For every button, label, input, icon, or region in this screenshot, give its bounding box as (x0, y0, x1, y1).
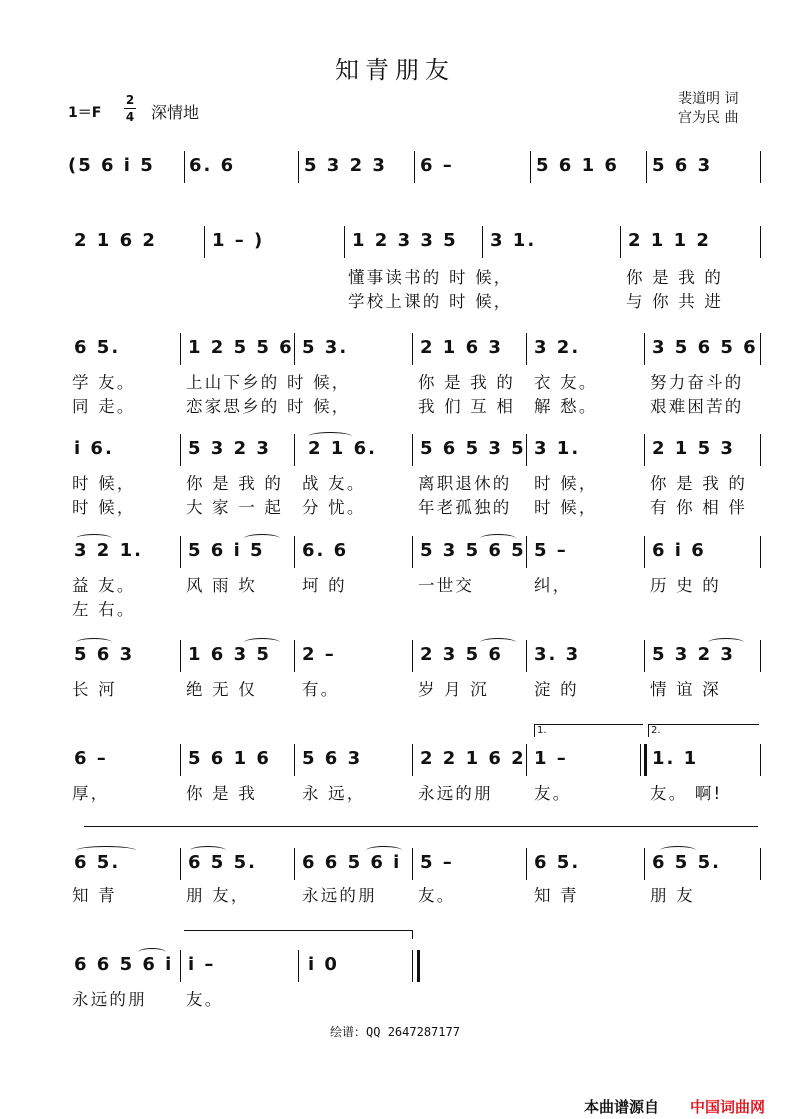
measure: 3. 3 (534, 644, 581, 665)
slur-mark (308, 432, 352, 441)
lyric-line: 朋 友， (186, 886, 250, 905)
slur-mark (244, 638, 280, 647)
lyric-line: 厚， (72, 784, 110, 803)
lyric-line: 风 雨 坎 (186, 576, 257, 595)
lyric-line: 永远的朋 (418, 784, 493, 803)
lyric-line: 友。 (186, 990, 224, 1009)
lyric-line: 艰难困苦的 (650, 397, 744, 416)
lyric-line: 离职退休的 (418, 474, 512, 493)
lyric-line: 友。 啊! (650, 784, 723, 803)
lyric-line: 上山下乡的 时 候， (186, 373, 351, 392)
measure: 6 – (74, 748, 108, 769)
lyric-line: 永远的朋 (72, 990, 147, 1009)
lyric-line: 恋家思乡的 时 候， (186, 397, 351, 416)
lyric-line: 懂事读书的 时 候， (348, 268, 513, 287)
measure: 5 6 5 3 5 (420, 438, 526, 459)
measure: 2 1 5 3 (652, 438, 735, 459)
measure: 5 3 5 6 5 (420, 540, 526, 561)
measure: 5 3. (302, 337, 349, 358)
lyric-line: 友。 (534, 784, 572, 803)
measure: 1 – (534, 748, 568, 769)
measure: 2 1 1 2 (628, 230, 711, 251)
slur-mark (480, 638, 516, 647)
lyric-line: 岁 月 沉 (418, 680, 489, 699)
measure: 2 1 6. (308, 438, 377, 459)
score-system-7 (68, 725, 762, 778)
measure: 1 2 3 3 5 (352, 230, 458, 251)
slur-mark (76, 638, 112, 647)
measure: 6 i 6 (652, 540, 706, 561)
lyric-line: 我 们 互 相 (418, 397, 516, 416)
lyric-line: 同 走。 (72, 397, 136, 416)
measure: 6. 6 (189, 155, 236, 176)
measure: 5 6 1 6 (188, 748, 271, 769)
measure: 2 – (302, 644, 336, 665)
source-site-link[interactable]: 中国词曲网 (690, 1098, 766, 1116)
lyric-line: 历 史 的 (650, 576, 721, 595)
lyric-line: 你 是 我 的 (650, 474, 748, 493)
lyric-line: 永 远， (302, 784, 366, 803)
lyric-line: 解 愁。 (534, 397, 598, 416)
slur-mark (366, 846, 402, 855)
source-label: 本曲谱源自 (584, 1098, 660, 1116)
lyric-line: 时 候， (72, 498, 136, 517)
lyric-line: 时 候， (72, 474, 136, 493)
lyric-line: 你 是 我 的 (626, 268, 724, 287)
measure: 6 5. (74, 337, 121, 358)
measure: 2 1 6 2 (74, 230, 157, 251)
score-system-4 (68, 428, 762, 468)
slur-mark (480, 534, 516, 543)
lyric-line: 长 河 (72, 680, 117, 699)
score-system-6 (68, 634, 762, 674)
slur-mark (708, 638, 744, 647)
measure: 1 – ) (212, 230, 265, 251)
score-system-3 (68, 327, 762, 367)
lyric-line: 学校上课的 时 候， (348, 292, 513, 311)
lyric-line: 永远的朋 (302, 886, 377, 905)
slur-mark (190, 846, 226, 855)
measure: 5 3 2 3 (652, 644, 735, 665)
slur-mark (138, 948, 166, 957)
measure: 5 6 3 (652, 155, 713, 176)
tie-line (184, 930, 413, 939)
measure: i 6. (74, 438, 114, 459)
measure: 5 3 2 3 (304, 155, 387, 176)
lyric-line: 知 青 (534, 886, 579, 905)
measure: (5 6 i 5 (68, 155, 155, 176)
measure: 5 – (420, 852, 454, 873)
lyric-line: 左 右。 (72, 600, 136, 619)
slur-mark (76, 534, 112, 543)
measure: i – (188, 954, 216, 975)
score-system-1 (68, 145, 762, 185)
score-system-5 (68, 530, 762, 570)
measure: 3 5 6 5 6 (652, 337, 758, 358)
lyric-line: 努力奋斗的 (650, 373, 744, 392)
measure: 1. 1 (652, 748, 699, 769)
lyric-line: 战 友。 (302, 474, 366, 493)
lyric-line: 坷 的 (302, 576, 347, 595)
measure: 6 5 5. (188, 852, 257, 873)
composer-credit: 宫为民 曲 (678, 110, 739, 126)
song-title: 知青朋友 (335, 56, 455, 84)
lyric-line: 年老孤独的 (418, 498, 512, 517)
tempo-marking: 深情地 (151, 103, 200, 122)
measure: 5 – (534, 540, 568, 561)
score-system-2 (68, 220, 762, 260)
measure: i 0 (308, 954, 339, 975)
volta-second-ending: 2. (648, 724, 759, 737)
measure: 3 2 1. (74, 540, 143, 561)
lyric-line: 与 你 共 进 (626, 292, 724, 311)
score-credit: 绘谱：QQ 2647287177 (330, 1025, 460, 1039)
measure: 5 6 1 6 (536, 155, 619, 176)
lyric-line: 你 是 我 的 (186, 474, 284, 493)
measure: 6 5 5. (652, 852, 721, 873)
lyric-line: 友。 (418, 886, 456, 905)
lyric-line: 时 候， (534, 498, 598, 517)
lyric-line: 淀 的 (534, 680, 579, 699)
slur-mark (76, 846, 136, 855)
measure: 6 5. (74, 852, 121, 873)
lyric-line: 有 你 相 伴 (650, 498, 748, 517)
score-system-9 (68, 944, 428, 984)
lyric-line: 学 友。 (72, 373, 136, 392)
measure: 6 6 5 6 i (302, 852, 402, 873)
lyric-line: 分 忧。 (302, 498, 366, 517)
lyric-line: 纠， (534, 576, 572, 595)
measure: 6 6 5 6 i (74, 954, 174, 975)
lyric-line: 情 谊 深 (650, 680, 721, 699)
measure: 2 3 5 6 (420, 644, 503, 665)
measure: 3 1. (490, 230, 537, 251)
score-system-8 (68, 842, 762, 882)
time-signature (124, 93, 136, 124)
time-signature-bottom: 4 (125, 110, 135, 124)
slur-mark (244, 534, 280, 543)
measure: 2 1 6 3 (420, 337, 503, 358)
measure: 2 2 1 6 2 (420, 748, 526, 769)
measure: 5 6 3 (74, 644, 135, 665)
lyric-line: 你 是 我 (186, 784, 257, 803)
measure: 3 1. (534, 438, 581, 459)
measure: 1 6 3 5 (188, 644, 271, 665)
lyric-line: 知 青 (72, 886, 117, 905)
lyric-line: 益 友。 (72, 576, 136, 595)
measure: 6 – (420, 155, 454, 176)
slur-mark (660, 846, 696, 855)
phrase-slur (84, 826, 758, 827)
measure: 5 6 i 5 (188, 540, 265, 561)
measure: 6 5. (534, 852, 581, 873)
measure: 3 2. (534, 337, 581, 358)
lyricist-credit: 裴道明 词 (678, 91, 739, 107)
lyric-line: 一世交 (418, 576, 475, 595)
lyric-line: 衣 友。 (534, 373, 598, 392)
measure: 1 2 5 5 6 (188, 337, 294, 358)
lyric-line: 绝 无 仅 (186, 680, 257, 699)
lyric-line: 你 是 我 的 (418, 373, 516, 392)
lyric-line: 朋 友 (650, 886, 695, 905)
measure: 5 6 3 (302, 748, 363, 769)
lyric-line: 时 候， (534, 474, 598, 493)
volta-first-ending: 1. (534, 724, 643, 737)
key-signature: 1＝F (68, 105, 102, 121)
lyric-line: 有。 (302, 680, 340, 699)
time-signature-top: 2 (125, 93, 135, 107)
measure: 5 3 2 3 (188, 438, 271, 459)
measure: 6. 6 (302, 540, 349, 561)
lyric-line: 大 家 一 起 (186, 498, 284, 517)
